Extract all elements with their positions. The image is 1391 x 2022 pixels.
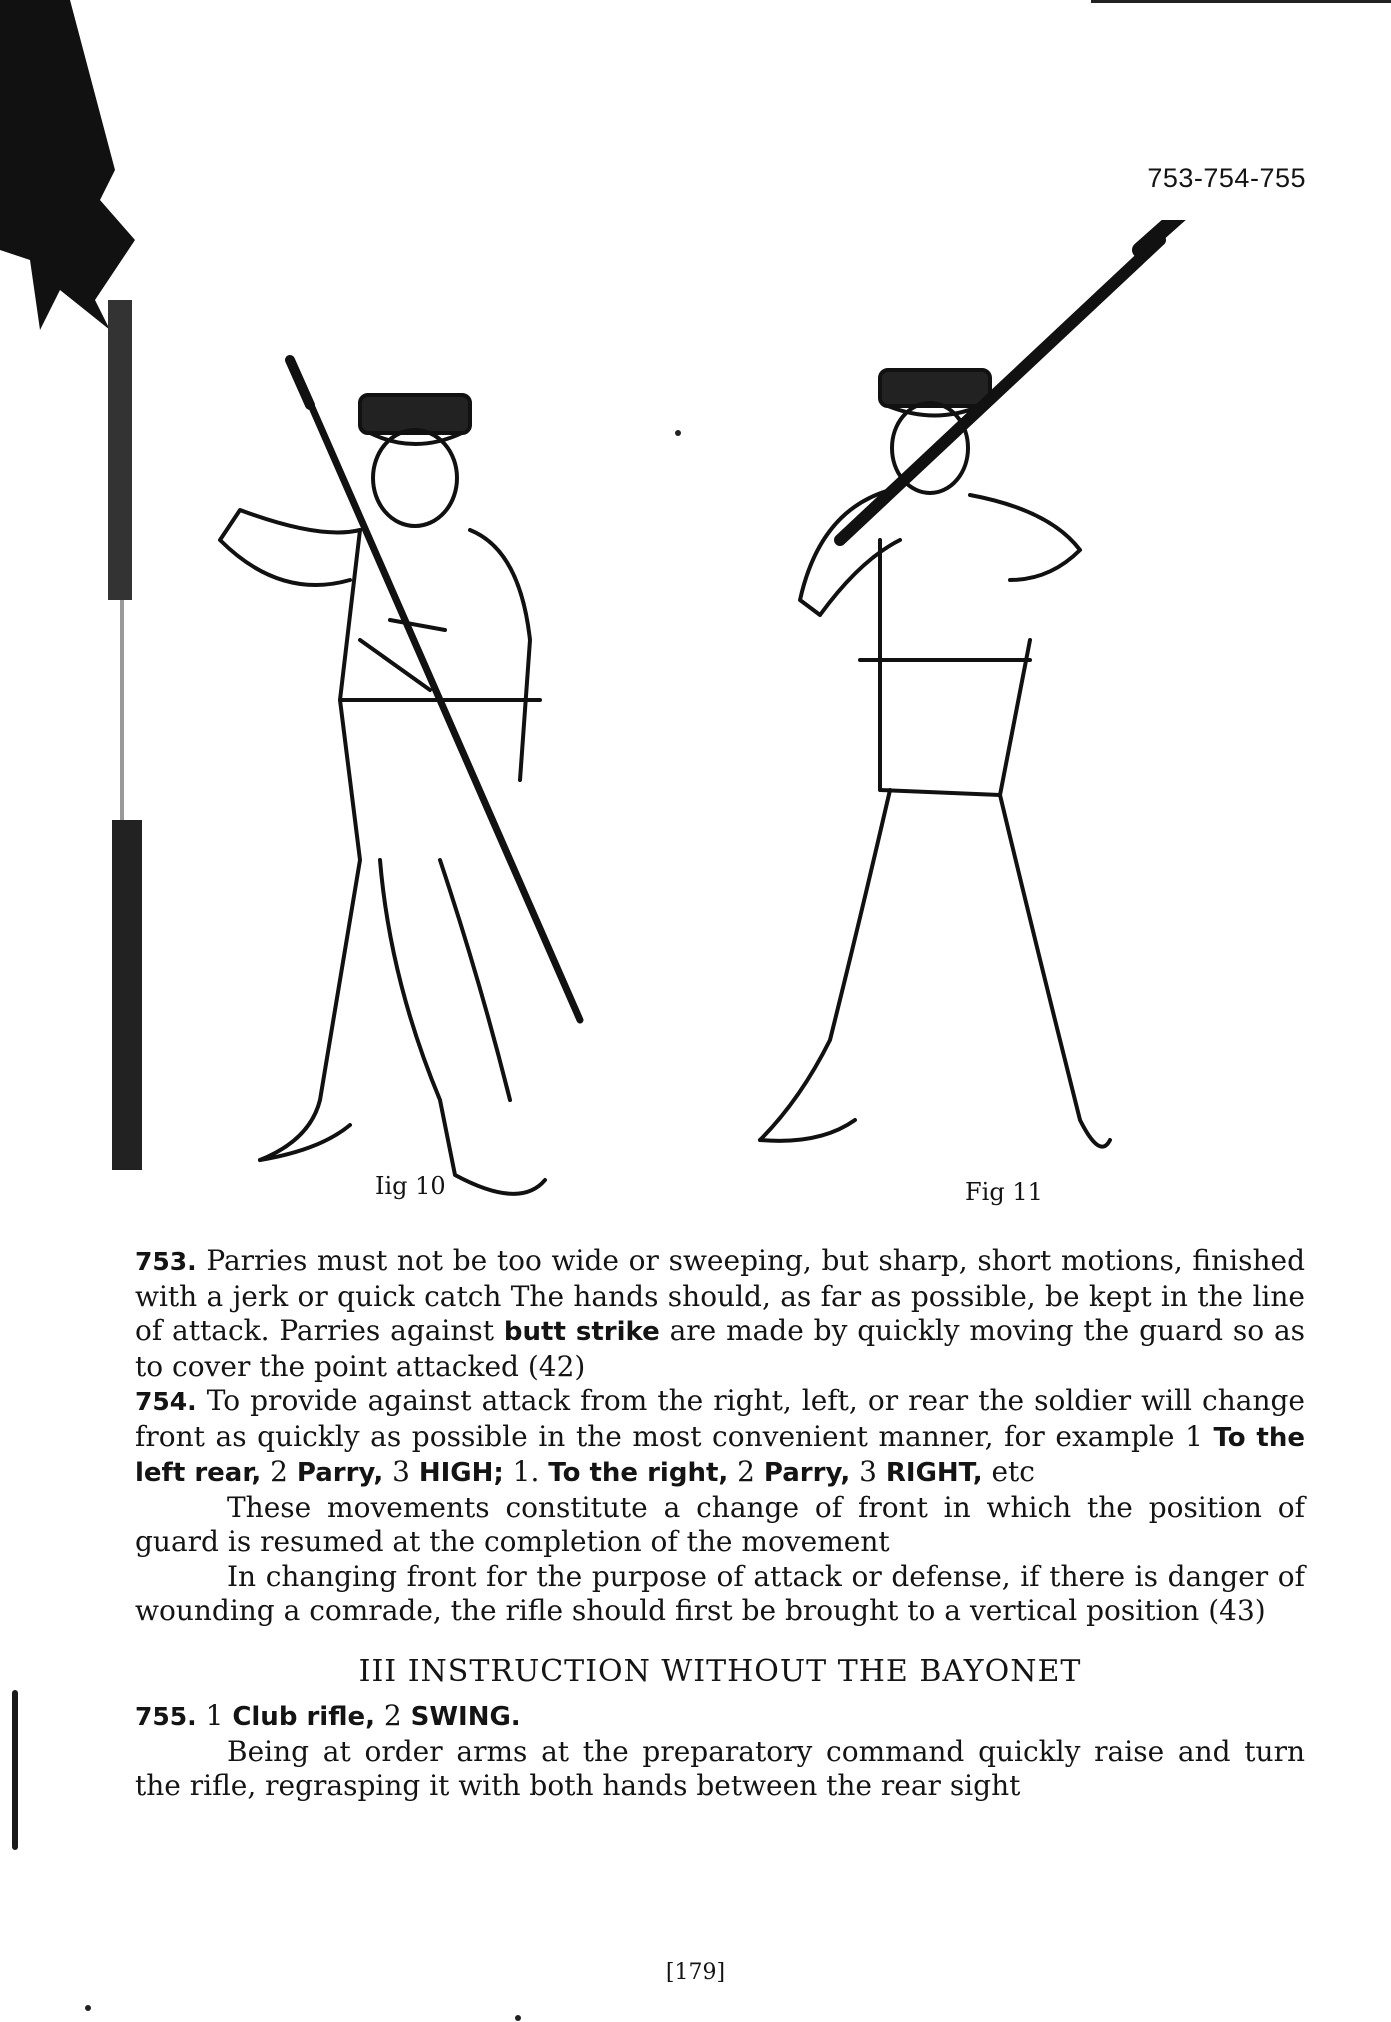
paragraph-754-defense: In changing front for the purpose of attack or defense, if there is danger of wounding a comrade, the rifle should first be brought to a vertical position (43) <box>135 1559 1305 1627</box>
speck <box>85 2005 91 2011</box>
paragraph-number: 755. <box>135 1702 197 1731</box>
paragraph-755 <box>135 1699 1305 1735</box>
command-text: Parry, <box>763 1458 851 1488</box>
text-run: 2 <box>728 1455 764 1488</box>
binding-edge-shadow <box>0 0 160 1170</box>
section-heading: III INSTRUCTION WITHOUT THE BAYONET <box>358 1653 1082 1689</box>
text-run: 2 <box>261 1455 297 1488</box>
text-run: 1. <box>503 1455 549 1488</box>
figure-11-illustration <box>760 220 1185 1147</box>
command-text: To the right, <box>548 1458 729 1488</box>
text-run: 1 <box>196 1699 233 1732</box>
figure-10-illustration <box>220 360 580 1194</box>
paragraph-number: 754. <box>135 1387 197 1416</box>
paragraph-754-continued: These movements constitute a change of front in which the position of guard is resumed at the completion of the movement <box>135 1490 1305 1558</box>
figure-plate <box>200 220 1330 1240</box>
figure-11-caption: Fig 11 <box>965 1178 1043 1206</box>
command-text: butt strike <box>503 1317 660 1347</box>
speck <box>675 430 681 436</box>
text-run: To provide against attack from the right, left, or rear the soldier will change front as quickly as possible in the most convenient manner, for example 1 <box>135 1384 1305 1453</box>
text-run: 3 <box>383 1455 419 1488</box>
command-text: HIGH; <box>418 1458 504 1488</box>
body-text <box>135 1244 1305 1804</box>
top-rule <box>1091 0 1391 3</box>
command-text: Club rifle, <box>232 1702 375 1732</box>
paragraph-755-body: Being at order arms at the preparatory command quickly raise and turn the rifle, regrasping it with both hands between the rear sight <box>135 1734 1305 1802</box>
figure-10-caption: Iig 10 <box>375 1172 446 1200</box>
page-number: [179] <box>665 1960 726 1985</box>
paragraph-754 <box>135 1384 1305 1491</box>
speck <box>515 2015 521 2021</box>
paragraph-number: 753. <box>135 1247 197 1276</box>
section-range: 753-754-755 <box>1147 163 1306 193</box>
command-text: To the left rear, <box>135 1422 1305 1488</box>
paragraph-753 <box>135 1244 1305 1384</box>
command-text: Parry, <box>296 1458 384 1488</box>
command-text: SWING. <box>410 1702 521 1732</box>
text-run: 2 <box>375 1699 411 1732</box>
text-run: etc <box>982 1455 1035 1488</box>
text-run: Parries must not be too wide or sweeping, but sharp, short motions, finished with a jerk or quick catch The hands should, as far as possible, be kept in the line of attack. Parries against <box>135 1244 1305 1347</box>
text-run: are made by quickly moving the guard so as to cover the point attacked (42) <box>135 1314 1306 1383</box>
command-text: RIGHT, <box>885 1458 983 1488</box>
margin-mark <box>12 1690 18 1850</box>
text-run: 3 <box>850 1455 886 1488</box>
